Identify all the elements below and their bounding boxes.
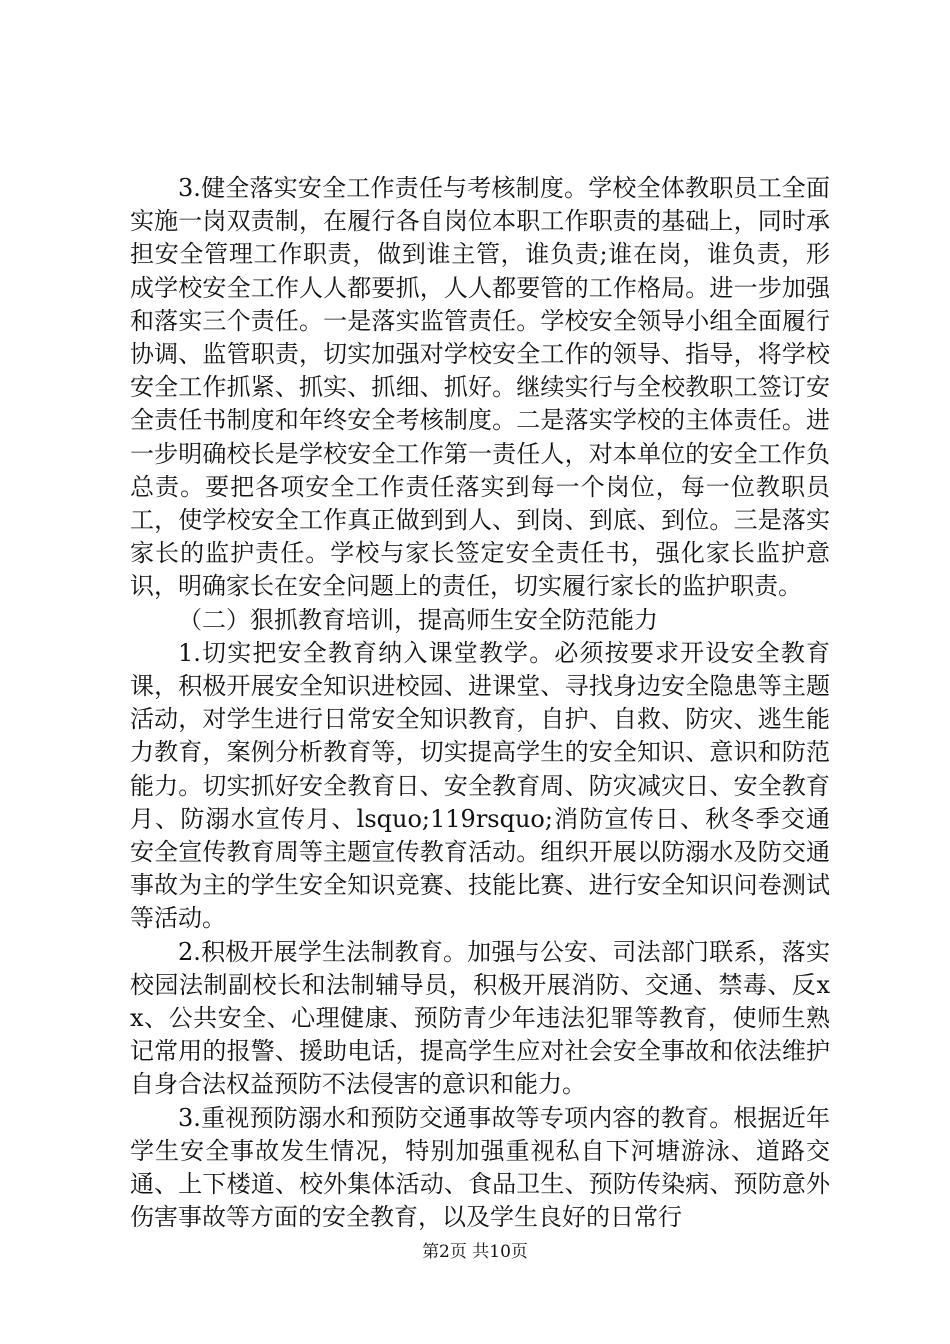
document-body [130, 172, 830, 1235]
paragraph-legal-education: 2.积极开展学生法制教育。加强与公安、司法部门联系，落实校园法制副校长和法制辅导员，积极开展消防、交通、禁毒、反xx、公共安全、心理健康、预防青少年违法犯罪等教育，使师生熟记常用的报警、援助电话，提高学生应对社会安全事故和依法维护自身合法权益预防不法侵害的意识和能力。 [130, 937, 830, 1099]
paragraph-classroom-safety-education: 1.切实把安全教育纳入课堂教学。必须按要求开设安全教育课，积极开展安全知识进校园、进课堂、寻找身边安全隐患等主题活动，对学生进行日常安全知识教育，自护、自救、防灾、逃生能力教育，案例分析教育等，切实提高学生的安全知识、意识和防范能力。切实抓好安全教育日、安全教育周、防灾减灾日、安全教育月、防溺水宣传月、lsquo;119rsquo;消防宣传日、秋冬季交通安全宣传教育周等主题宣传教育活动。组织开展以防溺水及防交通事故为主的学生安全知识竞赛、技能比赛、进行安全知识问卷测试等活动。 [130, 638, 830, 933]
paragraph-drowning-traffic-prevention: 3.重视预防溺水和预防交通事故等专项内容的教育。根据近年学生安全事故发生情况，特别加强重视私自下河塘游泳、道路交通、上下楼道、校外集体活动、食品卫生、预防传染病、预防意外伤害事故等方面的安全教育，以及学生良好的日常行 [130, 1103, 830, 1232]
section-heading-education-training: （二）狠抓教育培训，提高师生安全防范能力 [178, 605, 658, 634]
paragraph-responsibility-system: 3.健全落实安全工作责任与考核制度。学校全体教职员工全面实施一岗双责制，在履行各自岗位本职工作职责的基础上，同时承担安全管理工作职责，做到谁主管，谁负责;谁在岗，谁负责，形成学校安全工作人人都要抓，人人都要管的工作格局。进一步加强和落实三个责任。一是落实监管责任。学校安全领导小组全面履行协调、监管职责，切实加强对学校安全工作的领导、指导，将学校安全工作抓紧、抓实、抓细、抓好。继续实行与全校教职工签订安全责任书制度和年终安全考核制度。二是落实学校的主体责任。进一步明确校长是学校安全工作第一责任人，对本单位的安全工作负总责。要把各项安全工作责任落实到每一个岗位，每一位教职员工，使学校安全工作真正做到到人、到岗、到底、到位。三是落实家长的监护责任。学校与家长签定安全责任书，强化家长监护意识，明确家长在安全问题上的责任，切实履行家长的监护职责。 [130, 174, 830, 601]
page-number-footer: 第2页 共10页 [422, 1242, 528, 1262]
